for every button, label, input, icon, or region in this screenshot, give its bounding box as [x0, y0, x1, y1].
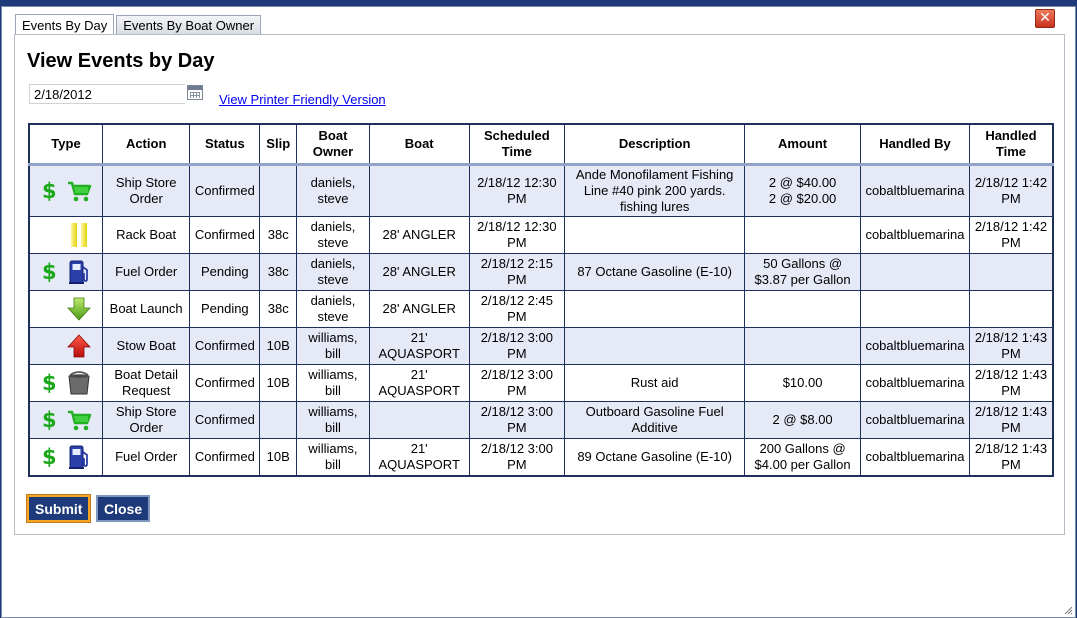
cell-handled-time: 2/18/12 1:42 PM — [969, 216, 1053, 253]
dollar-icon: $ — [42, 407, 57, 432]
cell-handled-time — [969, 290, 1053, 327]
header-action: Action — [103, 124, 190, 164]
cart-icon — [66, 407, 92, 433]
cell-scheduled: 2/18/12 3:00 PM — [469, 364, 565, 401]
events-table — [28, 123, 1054, 477]
cell-boat — [369, 401, 469, 438]
table-row — [29, 290, 1053, 327]
cell-description: 89 Octane Gasoline (E-10) — [565, 438, 745, 476]
submit-button[interactable]: Submit — [27, 495, 90, 522]
type-icons — [33, 403, 99, 437]
close-icon[interactable]: ✕ — [1035, 9, 1055, 28]
cell-amount: 2 @ $40.00 2 @ $20.00 — [745, 164, 861, 216]
cell-status: Confirmed — [190, 216, 260, 253]
header-boat-owner: Boat Owner — [297, 124, 370, 164]
cell-description — [565, 290, 745, 327]
type-icons — [33, 292, 99, 326]
cell-status: Confirmed — [190, 401, 260, 438]
cell-boat: 21' AQUASPORT — [369, 438, 469, 476]
cell-handled-by — [860, 290, 969, 327]
cell-status: Pending — [190, 253, 260, 290]
cell-amount: 2 @ $8.00 — [745, 401, 861, 438]
cell-type — [29, 253, 103, 290]
cart-icon — [66, 178, 92, 204]
cell-type — [29, 364, 103, 401]
header-description: Description — [565, 124, 745, 164]
cell-handled-time: 2/18/12 1:43 PM — [969, 364, 1053, 401]
cell-scheduled: 2/18/12 12:30 PM — [469, 164, 565, 216]
dollar-icon: $ — [42, 259, 57, 284]
cell-action: Stow Boat — [103, 327, 190, 364]
cell-owner: daniels, steve — [297, 216, 370, 253]
cell-action: Boat Launch — [103, 290, 190, 327]
cell-description — [565, 327, 745, 364]
cell-owner: daniels, steve — [297, 253, 370, 290]
cell-handled-by: cobaltbluemarina — [860, 401, 969, 438]
cell-description: 87 Octane Gasoline (E-10) — [565, 253, 745, 290]
header-slip: Slip — [260, 124, 297, 164]
cell-scheduled: 2/18/12 2:15 PM — [469, 253, 565, 290]
cell-handled-by: cobaltbluemarina — [860, 438, 969, 476]
cell-boat: 21' AQUASPORT — [369, 364, 469, 401]
type-icons — [33, 329, 99, 363]
cell-action: Boat Detail Request — [103, 364, 190, 401]
cell-owner: williams, bill — [297, 364, 370, 401]
cell-amount — [745, 290, 861, 327]
cell-handled-by: cobaltbluemarina — [860, 216, 969, 253]
table-header-row — [29, 124, 1053, 164]
cell-type — [29, 164, 103, 216]
cell-scheduled: 2/18/12 12:30 PM — [469, 216, 565, 253]
type-icons — [33, 366, 99, 400]
table-row — [29, 327, 1053, 364]
header-handled-time: Handled Time — [969, 124, 1053, 164]
cell-boat: 28' ANGLER — [369, 253, 469, 290]
cell-owner: williams, bill — [297, 327, 370, 364]
cell-handled-by — [860, 253, 969, 290]
cell-action: Rack Boat — [103, 216, 190, 253]
cell-slip — [260, 164, 297, 216]
cell-status: Pending — [190, 290, 260, 327]
tab-panel — [14, 34, 1065, 535]
cell-status: Confirmed — [190, 364, 260, 401]
cell-type — [29, 327, 103, 364]
header-scheduled-time: Scheduled Time — [469, 124, 565, 164]
tab-bar — [15, 13, 263, 35]
arrow-up-icon — [66, 333, 92, 359]
date-picker — [29, 84, 185, 104]
dollar-icon: $ — [42, 178, 57, 203]
cell-owner: daniels, steve — [297, 164, 370, 216]
cell-scheduled: 2/18/12 3:00 PM — [469, 438, 565, 476]
type-icons — [33, 255, 99, 289]
header-amount: Amount — [745, 124, 861, 164]
cell-slip: 10B — [260, 364, 297, 401]
cell-type — [29, 438, 103, 476]
cell-owner: williams, bill — [297, 438, 370, 476]
cell-amount: $10.00 — [745, 364, 861, 401]
cell-type — [29, 290, 103, 327]
table-row — [29, 216, 1053, 253]
cell-owner: daniels, steve — [297, 290, 370, 327]
header-boat: Boat — [369, 124, 469, 164]
header-handled-by: Handled By — [860, 124, 969, 164]
cell-description: Outboard Gasoline Fuel Additive — [565, 401, 745, 438]
cell-scheduled: 2/18/12 3:00 PM — [469, 327, 565, 364]
header-status: Status — [190, 124, 260, 164]
cell-slip: 10B — [260, 327, 297, 364]
cell-handled-by: cobaltbluemarina — [860, 327, 969, 364]
bucket-icon — [66, 370, 92, 396]
header-type: Type — [29, 124, 103, 164]
fuel-pump-icon — [66, 259, 92, 285]
table-row — [29, 364, 1053, 401]
printer-friendly-link[interactable]: View Printer Friendly Version — [219, 92, 386, 107]
fuel-pump-icon — [66, 444, 92, 470]
cell-action: Fuel Order — [103, 438, 190, 476]
cell-status: Confirmed — [190, 164, 260, 216]
cell-status: Confirmed — [190, 327, 260, 364]
cell-scheduled: 2/18/12 3:00 PM — [469, 401, 565, 438]
cell-handled-time: 2/18/12 1:43 PM — [969, 438, 1053, 476]
cell-slip: 38c — [260, 216, 297, 253]
dollar-icon: $ — [42, 370, 57, 395]
cell-description — [565, 216, 745, 253]
calendar-icon[interactable] — [187, 85, 203, 100]
cell-amount — [745, 327, 861, 364]
cell-boat: 21' AQUASPORT — [369, 327, 469, 364]
cell-slip: 38c — [260, 253, 297, 290]
cell-handled-time — [969, 253, 1053, 290]
cell-slip: 10B — [260, 438, 297, 476]
date-input[interactable] — [29, 84, 185, 104]
cell-handled-time: 2/18/12 1:42 PM — [969, 164, 1053, 216]
table-row — [29, 438, 1053, 476]
cell-boat: 28' ANGLER — [369, 290, 469, 327]
type-icons — [33, 218, 99, 252]
cell-amount: 200 Gallons @ $4.00 per Gallon — [745, 438, 861, 476]
arrow-down-icon — [66, 296, 92, 322]
cell-description: Rust aid — [565, 364, 745, 401]
cell-handled-time: 2/18/12 1:43 PM — [969, 327, 1053, 364]
cell-amount: 50 Gallons @ $3.87 per Gallon — [745, 253, 861, 290]
close-button[interactable]: Close — [96, 495, 150, 522]
cell-handled-by: cobaltbluemarina — [860, 164, 969, 216]
cell-action: Ship Store Order — [103, 164, 190, 216]
dollar-icon: $ — [42, 444, 57, 469]
cell-action: Ship Store Order — [103, 401, 190, 438]
cell-action: Fuel Order — [103, 253, 190, 290]
cell-type — [29, 216, 103, 253]
cell-owner: williams, bill — [297, 401, 370, 438]
page-title: View Events by Day — [27, 50, 215, 72]
type-icons — [33, 174, 99, 208]
rack-icon — [66, 222, 92, 248]
cell-handled-time: 2/18/12 1:43 PM — [969, 401, 1053, 438]
cell-boat: 28' ANGLER — [369, 216, 469, 253]
cell-status: Confirmed — [190, 438, 260, 476]
cell-scheduled: 2/18/12 2:45 PM — [469, 290, 565, 327]
tab-events-by-day[interactable]: Events By Day — [15, 14, 114, 36]
cell-amount — [745, 216, 861, 253]
table-row — [29, 401, 1053, 438]
cell-description: Ande Monofilament Fishing Line #40 pink 200 yards. fishing lures — [565, 164, 745, 216]
cell-slip: 38c — [260, 290, 297, 327]
cell-slip — [260, 401, 297, 438]
table-row — [29, 164, 1053, 216]
table-row — [29, 253, 1053, 290]
dialog-window — [1, 6, 1076, 618]
type-icons — [33, 440, 99, 474]
resize-grip-icon[interactable] — [1064, 606, 1073, 615]
cell-type — [29, 401, 103, 438]
cell-boat — [369, 164, 469, 216]
cell-handled-by: cobaltbluemarina — [860, 364, 969, 401]
tab-events-by-boat-owner[interactable]: Events By Boat Owner — [116, 15, 261, 35]
